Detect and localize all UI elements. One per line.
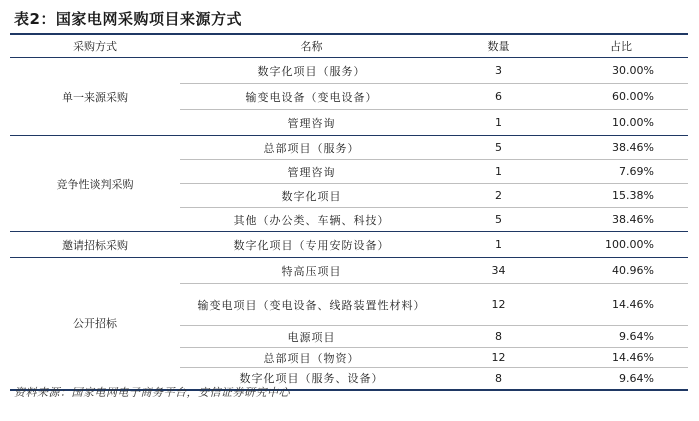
count-cell: 34 [491,264,506,277]
name-cell: 管理咨询 [180,110,443,136]
header-name: 名称 [180,35,443,58]
name-cell: 数字化项目（专用安防设备） [180,232,443,258]
method-cell: 竞争性谈判采购 [10,136,180,232]
name-cell: 总部项目（物资） [180,348,443,368]
share-cell: 9.64% [554,368,688,390]
method-cell: 邀请招标采购 [10,232,180,258]
name-cell: 数字化项目（服务） [257,64,366,78]
table-title: 表2：国家电网采购项目来源方式 [14,10,242,28]
table-row [10,232,688,258]
count-cell: 12 [443,348,554,368]
share-cell: 14.46% [554,348,688,368]
method-cell: 公开招标 [10,258,180,390]
share-cell: 60.00% [554,84,688,110]
share-cell: 30.00% [612,64,654,77]
count-cell: 12 [443,284,554,326]
share-cell: 7.69% [554,160,688,184]
count-cell: 1 [443,232,554,258]
count-cell: 2 [443,184,554,208]
name-cell: 数字化项目 [180,184,443,208]
name-cell: 总部项目（服务） [263,141,360,155]
table-row [10,136,688,160]
share-cell: 40.96% [612,264,654,277]
name-cell: 电源项目 [180,326,443,348]
source-note: 资料来源：国家电网电子商务平台，安信证券研究中心 [14,386,290,399]
share-cell: 38.46% [554,208,688,232]
count-cell: 3 [495,64,502,77]
name-cell: 其他（办公类、车辆、科技） [180,208,443,232]
name-cell: 数字化项目（服务、设备） [180,368,443,390]
count-cell: 6 [443,84,554,110]
name-cell: 输变电项目（变电设备、线路装置性材料） [180,284,443,326]
share-cell: 100.00% [554,232,688,258]
method-cell: 单一来源采购 [10,58,180,136]
share-cell: 10.00% [554,110,688,136]
table-row [10,58,688,84]
header-count: 数量 [443,35,554,58]
share-cell: 15.38% [554,184,688,208]
count-cell: 5 [495,141,502,154]
header-method: 采购方式 [10,35,180,58]
name-cell: 管理咨询 [180,160,443,184]
name-cell: 输变电设备（变电设备） [180,84,443,110]
count-cell: 8 [443,326,554,348]
name-cell: 特高压项目 [281,264,342,278]
share-cell: 9.64% [554,326,688,348]
count-cell: 1 [443,160,554,184]
share-cell: 14.46% [554,284,688,326]
procurement-table [10,35,688,391]
count-cell: 8 [443,368,554,390]
header-row [10,35,688,58]
table-row [10,258,688,284]
count-cell: 5 [443,208,554,232]
share-cell: 38.46% [612,141,654,154]
header-share: 占比 [554,35,688,58]
count-cell: 1 [443,110,554,136]
